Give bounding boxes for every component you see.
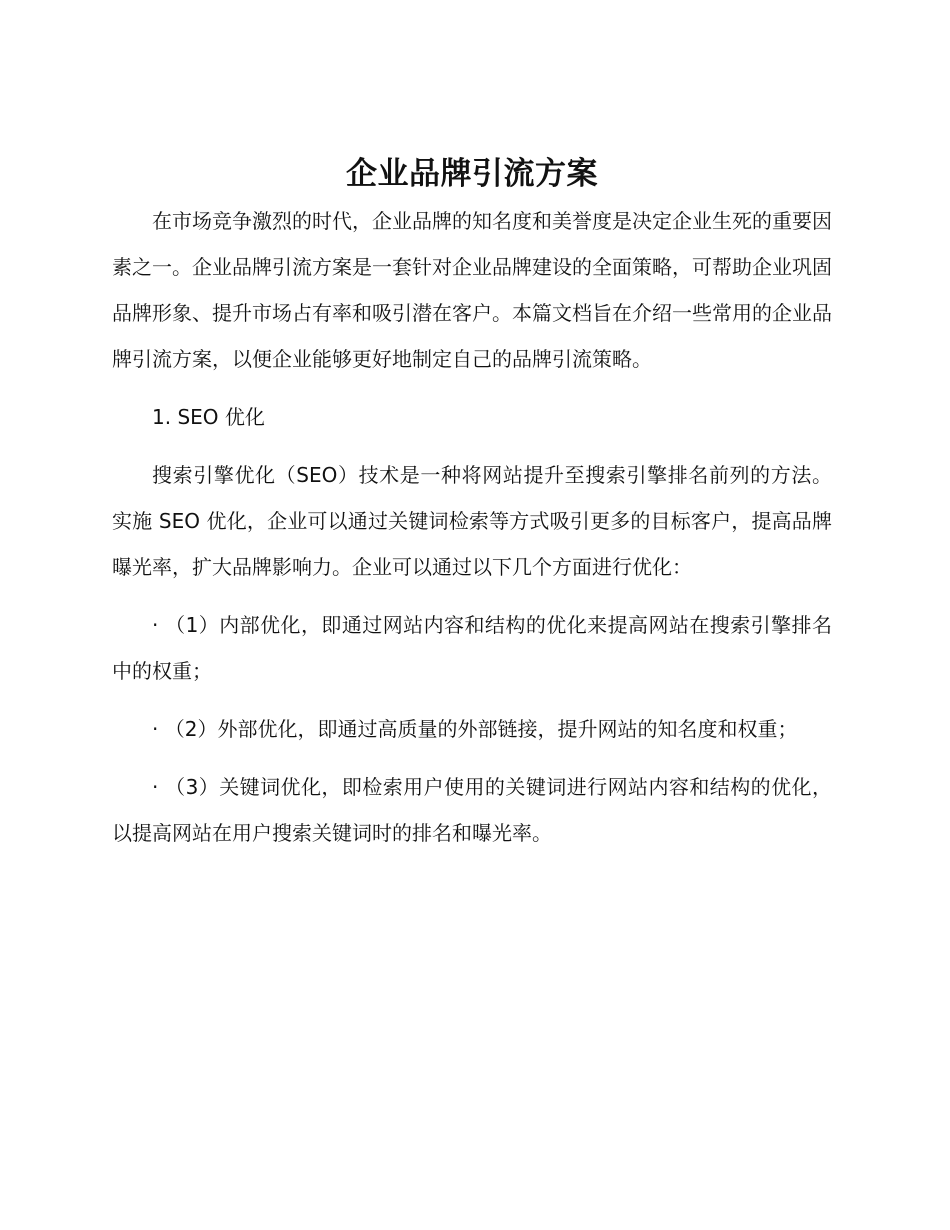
list-item: · （3）关键词优化，即检索用户使用的关键词进行网站内容和结构的优化，以提高网站在用户搜索关键词时的排名和曝光率。 — [112, 775, 832, 845]
list-item: · （2）外部优化，即通过高质量的外部链接，提升网站的知名度和权重； — [152, 717, 798, 741]
spacer — [112, 694, 832, 706]
seo-body-paragraph: 搜索引擎优化（SEO）技术是一种将网站提升至搜索引擎排名前列的方法。实施 SEO 优化，企业可以通过关键词检索等方式吸引更多的目标客户，提高品牌曝光率，扩大品牌影响力。企业可以通过以下几个方面进行优化： — [112, 463, 832, 579]
list-item: · （1）内部优化，即通过网站内容和结构的优化来提高网站在搜索引擎排名中的权重； — [112, 613, 832, 683]
spacer — [112, 590, 832, 602]
intro-paragraph: 在市场竞争激烈的时代，企业品牌的知名度和美誉度是决定企业生死的重要因素之一。企业品牌引流方案是一套针对企业品牌建设的全面策略，可帮助企业巩固品牌形象、提升市场占有率和吸引潜在客户。本篇文档旨在介绍一些常用的企业品牌引流方案，以便企业能够更好地制定自己的品牌引流策略。 — [112, 209, 832, 371]
spacer — [112, 752, 832, 764]
document-title: 企业品牌引流方案 — [346, 156, 598, 192]
section-heading-seo: 1. SEO 优化 — [152, 405, 265, 429]
document-page — [112, 150, 832, 856]
spacer — [112, 440, 832, 452]
